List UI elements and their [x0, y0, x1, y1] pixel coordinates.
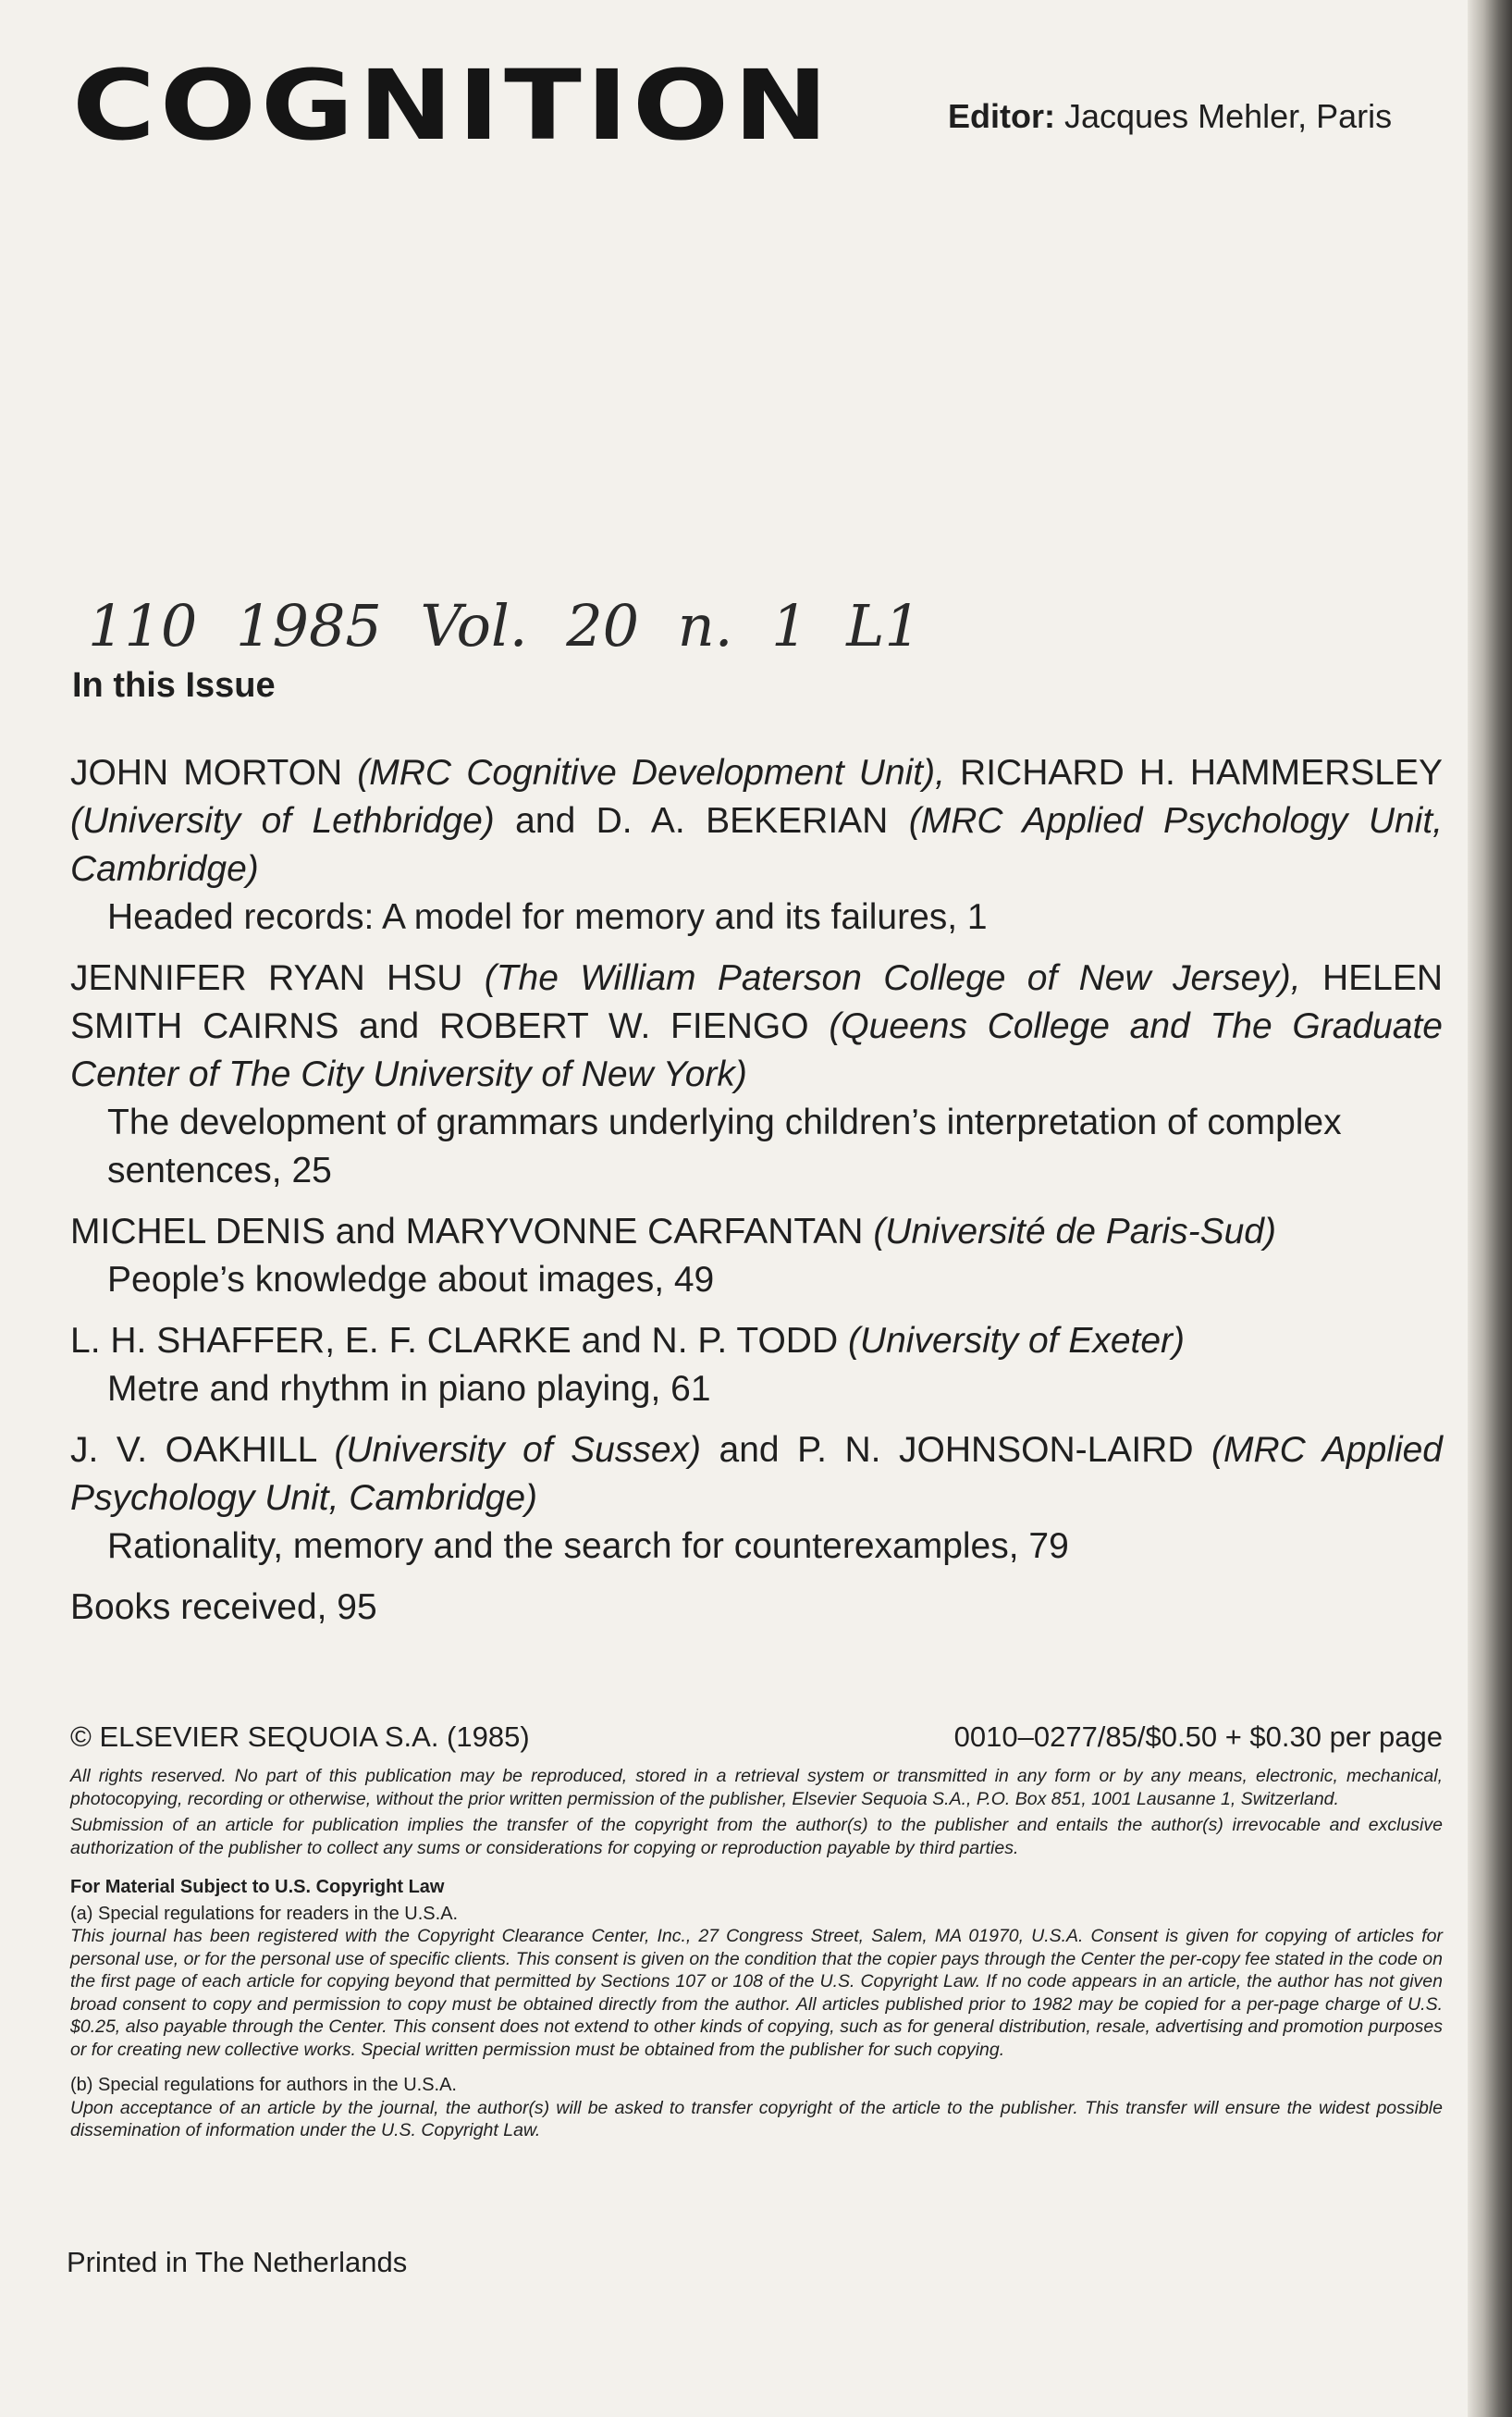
entry-title: The development of grammars underlying children’s interpretation of complex sentences, 25	[107, 1103, 1342, 1190]
books-received: Books received, 95	[70, 1587, 377, 1627]
regulation-b-text: Upon acceptance of an article by the journal, the author(s) will be asked to transfer copyright of the article to the publisher. This transfer will ensure the widest possible dissemination of information under the U.S. Copyright Law.	[70, 2097, 1443, 2140]
page-edge-shadow	[1468, 0, 1512, 2417]
copyright-holder: © ELSEVIER SEQUOIA S.A. (1985)	[70, 1720, 530, 1753]
table-of-contents	[70, 749, 1443, 1632]
journal-logo: COGNITION	[72, 49, 833, 162]
printed-in: Printed in The Netherlands	[67, 2246, 408, 2278]
toc-entry	[70, 955, 1443, 1195]
entry-title: People’s knowledge about images, 49	[107, 1260, 715, 1300]
entry-title: Headed records: A model for memory and its failures, 1	[107, 897, 988, 937]
us-copyright-heading: For Material Subject to U.S. Copyright Law	[70, 1877, 445, 1897]
entry-authors: MICHEL DENIS and MARYVONNE CARFANTAN (Université de Paris-Sud)	[70, 1212, 1276, 1252]
regulation-b-label: (b) Special regulations for authors in the U.S.A.	[70, 2075, 457, 2095]
editor-line	[948, 97, 1392, 136]
entry-authors: JENNIFER RYAN HSU (The William Paterson College of New Jersey), HELEN SMITH CAIRNS and ROBERT W. FIENGO (Queens College and The Graduate Center of The City University of New York)	[70, 958, 1443, 1094]
submission-paragraph: Submission of an article for publication implies the transfer of the copyright from the author(s) to the publisher and entails the author(s) irrevocable and exclusive authorization of the publisher to collect any sums or considerations for copying or reproduction payable by third parties.	[70, 1815, 1443, 1858]
copyright-code: 0010–0277/85/$0.50 + $0.30 per page	[953, 1720, 1443, 1753]
regulation-a-label: (a) Special regulations for readers in the U.S.A.	[70, 1903, 459, 1924]
entry-authors: L. H. SHAFFER, E. F. CLARKE and N. P. TODD (University of Exeter)	[70, 1321, 1186, 1361]
toc-entry	[70, 1317, 1443, 1413]
copyright-line	[70, 1720, 1443, 1754]
entry-authors: J. V. OAKHILL (University of Sussex) and P. N. JOHNSON-LAIRD (MRC Applied Psychology Unit, Cambridge)	[70, 1430, 1443, 1518]
entry-title: Rationality, memory and the search for counterexamples, 79	[107, 1526, 1069, 1566]
entry-title: Metre and rhythm in piano playing, 61	[107, 1369, 711, 1409]
editor-name: Jacques Mehler, Paris	[1054, 97, 1393, 135]
toc-entry	[70, 749, 1443, 942]
handwritten-note: 110 1985 Vol. 20 n. 1 L1	[88, 592, 921, 660]
legal-notice	[70, 1765, 1443, 2146]
issue-heading: In this Issue	[72, 666, 276, 705]
entry-authors: JOHN MORTON (MRC Cognitive Development Unit), RICHARD H. HAMMERSLEY (University of Lethbridge) and D. A. BEKERIAN (MRC Applied Psychology Unit, Cambridge)	[70, 753, 1444, 889]
toc-entry	[70, 1208, 1443, 1304]
toc-entry	[70, 1426, 1443, 1571]
editor-label: Editor:	[948, 97, 1055, 135]
rights-paragraph: All rights reserved. No part of this publication may be reproduced, stored in a retrieval system or transmitted in any form or by any means, electronic, mechanical, photocopying, recording or otherwise, without the prior written permission of the publisher, Elsevier Sequoia S.A., P.O. Box 851, 1001 Lausanne 1, Switzerland.	[70, 1766, 1443, 1809]
regulation-a-text: This journal has been registered with the Copyright Clearance Center, Inc., 27 Congress Street, Salem, MA 01970, U.S.A. Consent is given for copying of articles for personal use, or for the personal use of specific clients. This consent is given on the condition that the copier pays through the Center the per-copy fee stated in the code on the first page of each article for copying beyond that permitted by Sections 107 or 108 of the U.S. Copyright Law. If no code appears in an article, the author has not given broad consent to copy and permission to copy must be obtained directly from the author. All articles published prior to 1982 may be copied for a per-page charge of U.S. $0.25, also payable through the Center. This consent does not extend to other kinds of copying, such as for general distribution, resale, advertising and promotion purposes or for creating new collective works. Special written permission must be obtained from the publisher for such copying.	[70, 1926, 1443, 2060]
